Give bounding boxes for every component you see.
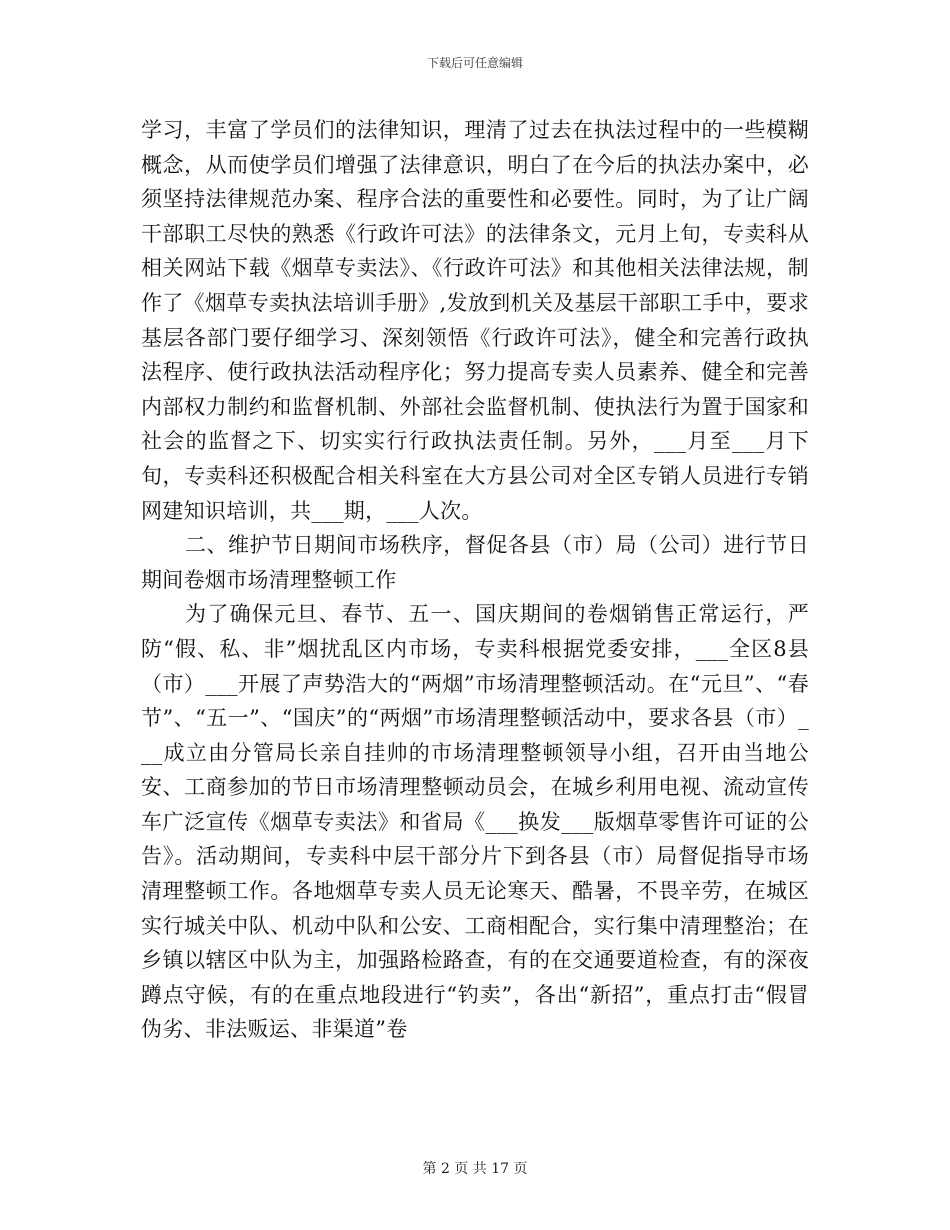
page-number-footer: 第 2 页 共 17 页 bbox=[422, 1161, 528, 1177]
body-paragraph-continuation: 学习，丰富了学员们的法律知识，理清了过去在执法过程中的一些模糊概念，从而使学员们增强了法律意识，明白了在今后的执法办案中，必须坚持法律规范办案、程序合法的重要性和必要性。同时，为了让广阔干部职工尽快的熟悉《行政许可法》的法律条文，元月上旬，专卖科从相关网站下载《烟草专卖法》、《行政许可法》和其他相关法律法规，制作了《烟草专卖执法培训手册》,发放到机关及基层干部职工手中，要求基层各部门要仔细学习、深刻领悟《行政许可法》，健全和完善行政执法程序、使行政执法活动程序化；努力提高专卖人员素养、健全和完善内部权力制约和监督机制、外部社会监督机制、使执法行为置于国家和社会的监督之下、切实实行行政执法责任制。另外，___月至___月下旬，专卖科还积极配合相关科室在大方县公司对全区专销人员进行专销网建知识培训，共___期，___人次。 bbox=[141, 118, 809, 523]
section-heading-2: 二、维护节日期间市场秩序，督促各县（市）局（公司）进行节日期间卷烟市场清理整顿工作 bbox=[141, 533, 809, 592]
body-paragraph-holiday-cleanup: 为了确保元旦、春节、五一、国庆期间的卷烟销售正常运行，严防“假、私、非”烟扰乱区内市场，专卖科根据党委安排，___全区8县（市）___开展了声势浩大的“两烟”市场清理整顿活动。在“元旦”、“春节”、“五一”、“国庆”的“两烟”市场清理整顿活动中，要求各县（市）___成立由分管局长亲自挂帅的市场清理整顿领导小组，召开由当地公安、工商参加的节日市场清理整顿动员会，在城乡利用电视、流动宣传车广泛宣传《烟草专卖法》和省局《___换发___版烟草零售许可证的公告》。活动期间，专卖科中层干部分片下到各县（市）局督促指导市场清理整顿工作。各地烟草专卖人员无论寒天、酷暑，不畏辛劳，在城区实行城关中队、机动中队和公安、工商相配合，实行集中清理整治；在乡镇以辖区中队为主，加强路检路查，有的在交通要道检查，有的深夜蹲点守候，有的在重点地段进行“钓卖”，各出“新招”，重点打击“假冒伪劣、非法贩运、非渠道”卷 bbox=[141, 602, 809, 1042]
page-header: 下载后可任意编辑 bbox=[426, 56, 523, 70]
document-body bbox=[141, 113, 809, 1047]
